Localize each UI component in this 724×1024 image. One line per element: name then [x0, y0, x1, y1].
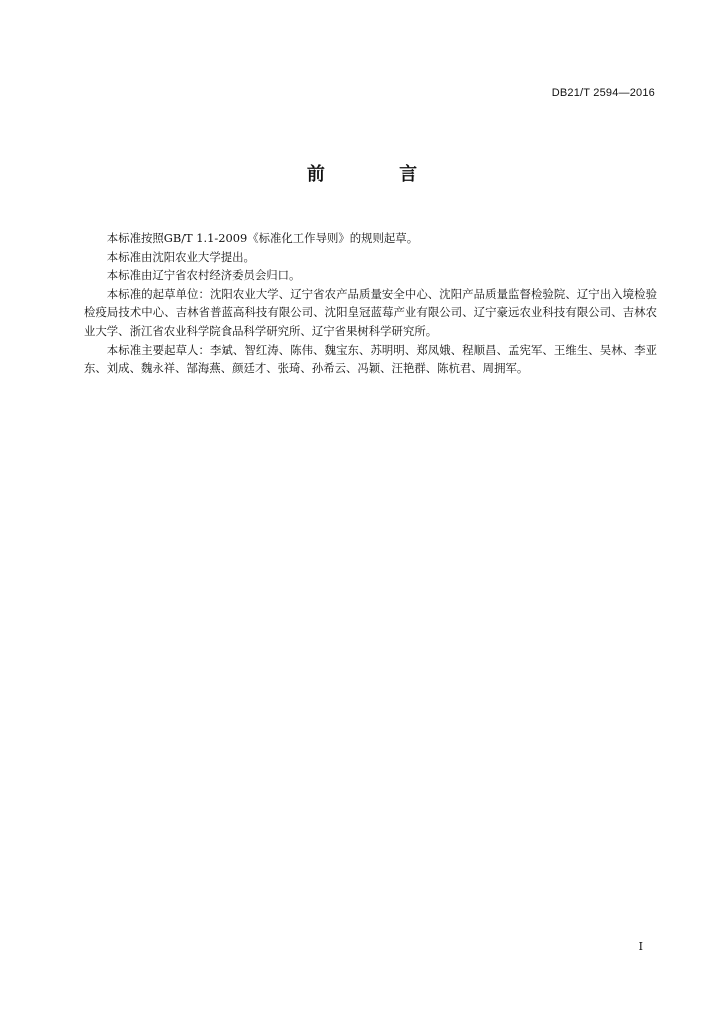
paragraph-responsible-unit: 本标准由辽宁省农村经济委员会归口。 [106, 268, 301, 283]
standard-code: DB21/T 2594—2016 [551, 87, 655, 99]
paragraph-drafting-rule: 本标准按照GB/T 1.1-2009《标准化工作导则》的规则起草。 [106, 231, 419, 245]
foreword-body [84, 229, 657, 378]
paragraph-main-drafters: 本标准主要起草人：李斌、智红涛、陈伟、魏宝东、苏明明、郑凤娥、程顺昌、孟宪军、王维生、吴林、李亚东、刘成、魏永祥、郜海燕、颜廷才、张琦、孙希云、冯颖、汪艳群、陈杭君、周拥军。 [84, 342, 657, 376]
paragraph-drafting-units: 本标准的起草单位：沈阳农业大学、辽宁省农产品质量安全中心、沈阳产品质量监督检验院、辽宁出入境检验检疫局技术中心、吉林省普蓝高科技有限公司、沈阳皇冠蓝莓产业有限公司、辽宁豪远农业科技有限公司、吉林农业大学、浙江省农业科学院食品科学研究所、辽宁省果树科学研究所。 [84, 286, 657, 338]
paragraph-proposer: 本标准由沈阳农业大学提出。 [106, 249, 255, 264]
page-title: 前 言 [306, 164, 452, 185]
page-number: I [638, 940, 643, 953]
